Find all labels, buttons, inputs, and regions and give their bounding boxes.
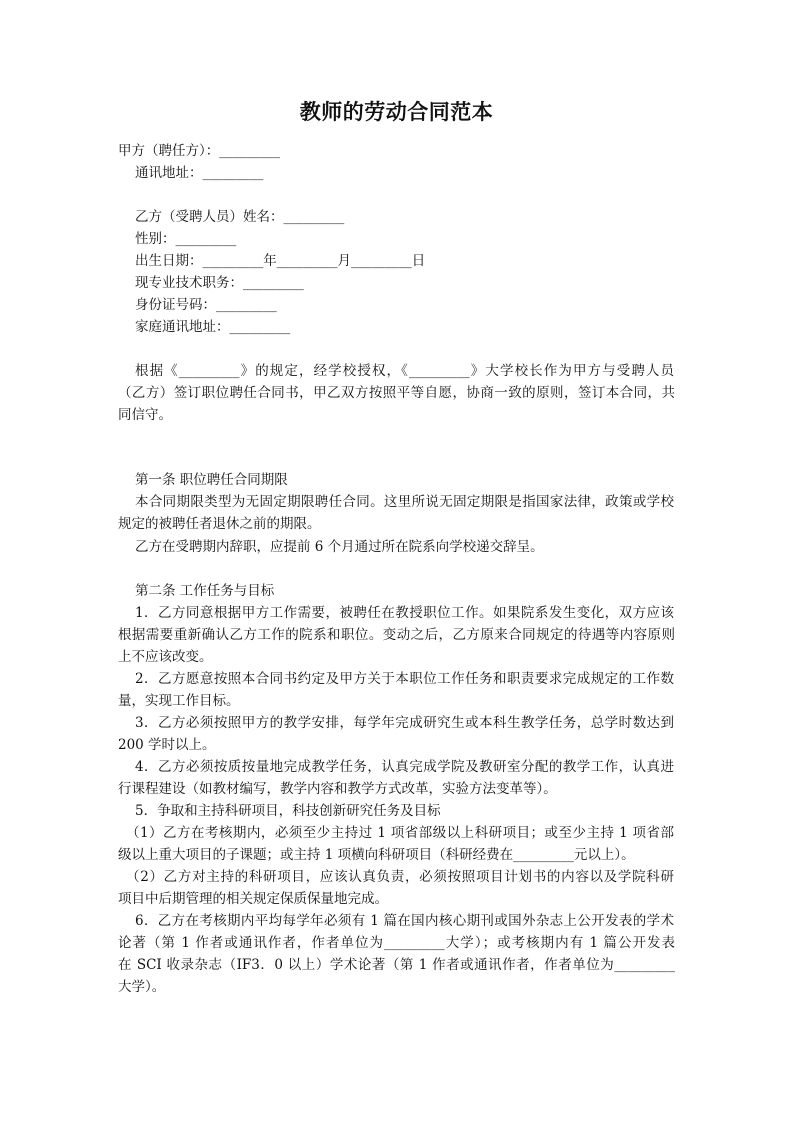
article-2-line: 2．乙方愿意按照本合同书约定及甲方关于本职位工作任务和职责要求完成规定的工作数 [135,671,674,687]
article-1-line: 本合同期限类型为无固定期限聘任合同。这里所说无固定期限是指国家法律，政策或学校 [135,494,674,510]
mailing-address-line: 通讯地址：_________ [135,165,264,181]
article-2-line: 论著（第 1 作者或通讯作者，作者单位为_________大学）；或考核期内有 1 篇公开发表 [118,935,675,951]
article-2-line: 在 SCI 收录杂志（IF3．0 以上）学术论著（第 1 作者或通讯作者，作者单位为_________ [118,957,675,973]
article-2-line: （2）乙方对主持的科研项目，应该认真负责，必须按照项目计划书的内容以及学院科研 [126,869,674,885]
preamble-line: 根据《_________》的规定，经学校授权，《_________》大学校长作为甲方与受聘人员 [135,363,674,379]
article-1-line: 规定的被聘任者退休之前的期限。 [118,516,321,532]
article-2-line: 项目中后期管理的相关规定保质保量地完成。 [118,891,388,907]
article-2-line: 行课程建设（如教材编写，教学内容和教学方式改革，实验方法变革等）。 [118,781,557,797]
gender-line: 性别：_________ [135,231,237,247]
professional-title-line: 现专业技术职务：_________ [135,275,304,291]
article-2-line: 上不应该改变。 [118,649,213,665]
article-2-line: 3．乙方必须按照甲方的教学安排，每学年完成研究生或本科生教学任务，总学时数达到 [135,715,674,731]
article-2-line: 200 学时以上。 [118,737,216,753]
article-1-line: 乙方在受聘期内辞职，应提前 6 个月通过所在院系向学校递交辞呈。 [135,539,544,555]
article-2-heading: 第二条 工作任务与目标 [135,583,275,599]
preamble-line: （乙方）签订职位聘任合同书，甲乙双方按照平等自愿，协商一致的原则，签订本合同，共 [118,385,675,401]
article-2-line: （1）乙方在考核期内，必须至少主持过 1 项省部级以上科研项目；或至少主持 1 项省部 [126,825,674,841]
document-title: 教师的劳动合同范本 [299,100,494,124]
party-b-name-line: 乙方（受聘人员）姓名：_________ [135,209,345,225]
article-2-line: 级以上重大项目的子课题；或主持 1 项横向科研项目（科研经费在_________元以上）。 [118,847,635,863]
article-2-line: 1．乙方同意根据甲方工作需要，被聘任在教授职位工作。如果院系发生变化，双方应该 [135,605,674,621]
article-1-heading: 第一条 职位聘任合同期限 [135,472,288,488]
article-2-line: 4．乙方必须按质按量地完成教学任务，认真完成学院及教研室分配的教学工作，认真进 [135,759,674,775]
article-2-line: 大学）。 [118,979,166,995]
article-2-line: 5．争取和主持科研项目，科技创新研究任务及目标 [135,803,441,819]
article-2-line: 6．乙方在考核期内平均每学年必须有 1 篇在国内核心期刊或国外杂志上公开发表的学术 [135,913,674,929]
preamble-line: 同信守。 [118,407,172,423]
birth-date-line: 出生日期：_________年_________月_________日 [135,253,426,269]
article-2-line: 根据需要重新确认乙方工作的院系和职位。变动之后，乙方原来合同规定的待遇等内容原则 [118,627,675,643]
home-address-line: 家庭通讯地址：_________ [135,319,291,335]
article-2-line: 量，实现工作目标。 [118,693,240,709]
party-a-line: 甲方（聘任方）：_________ [118,143,280,159]
id-number-line: 身份证号码：_________ [135,297,277,313]
